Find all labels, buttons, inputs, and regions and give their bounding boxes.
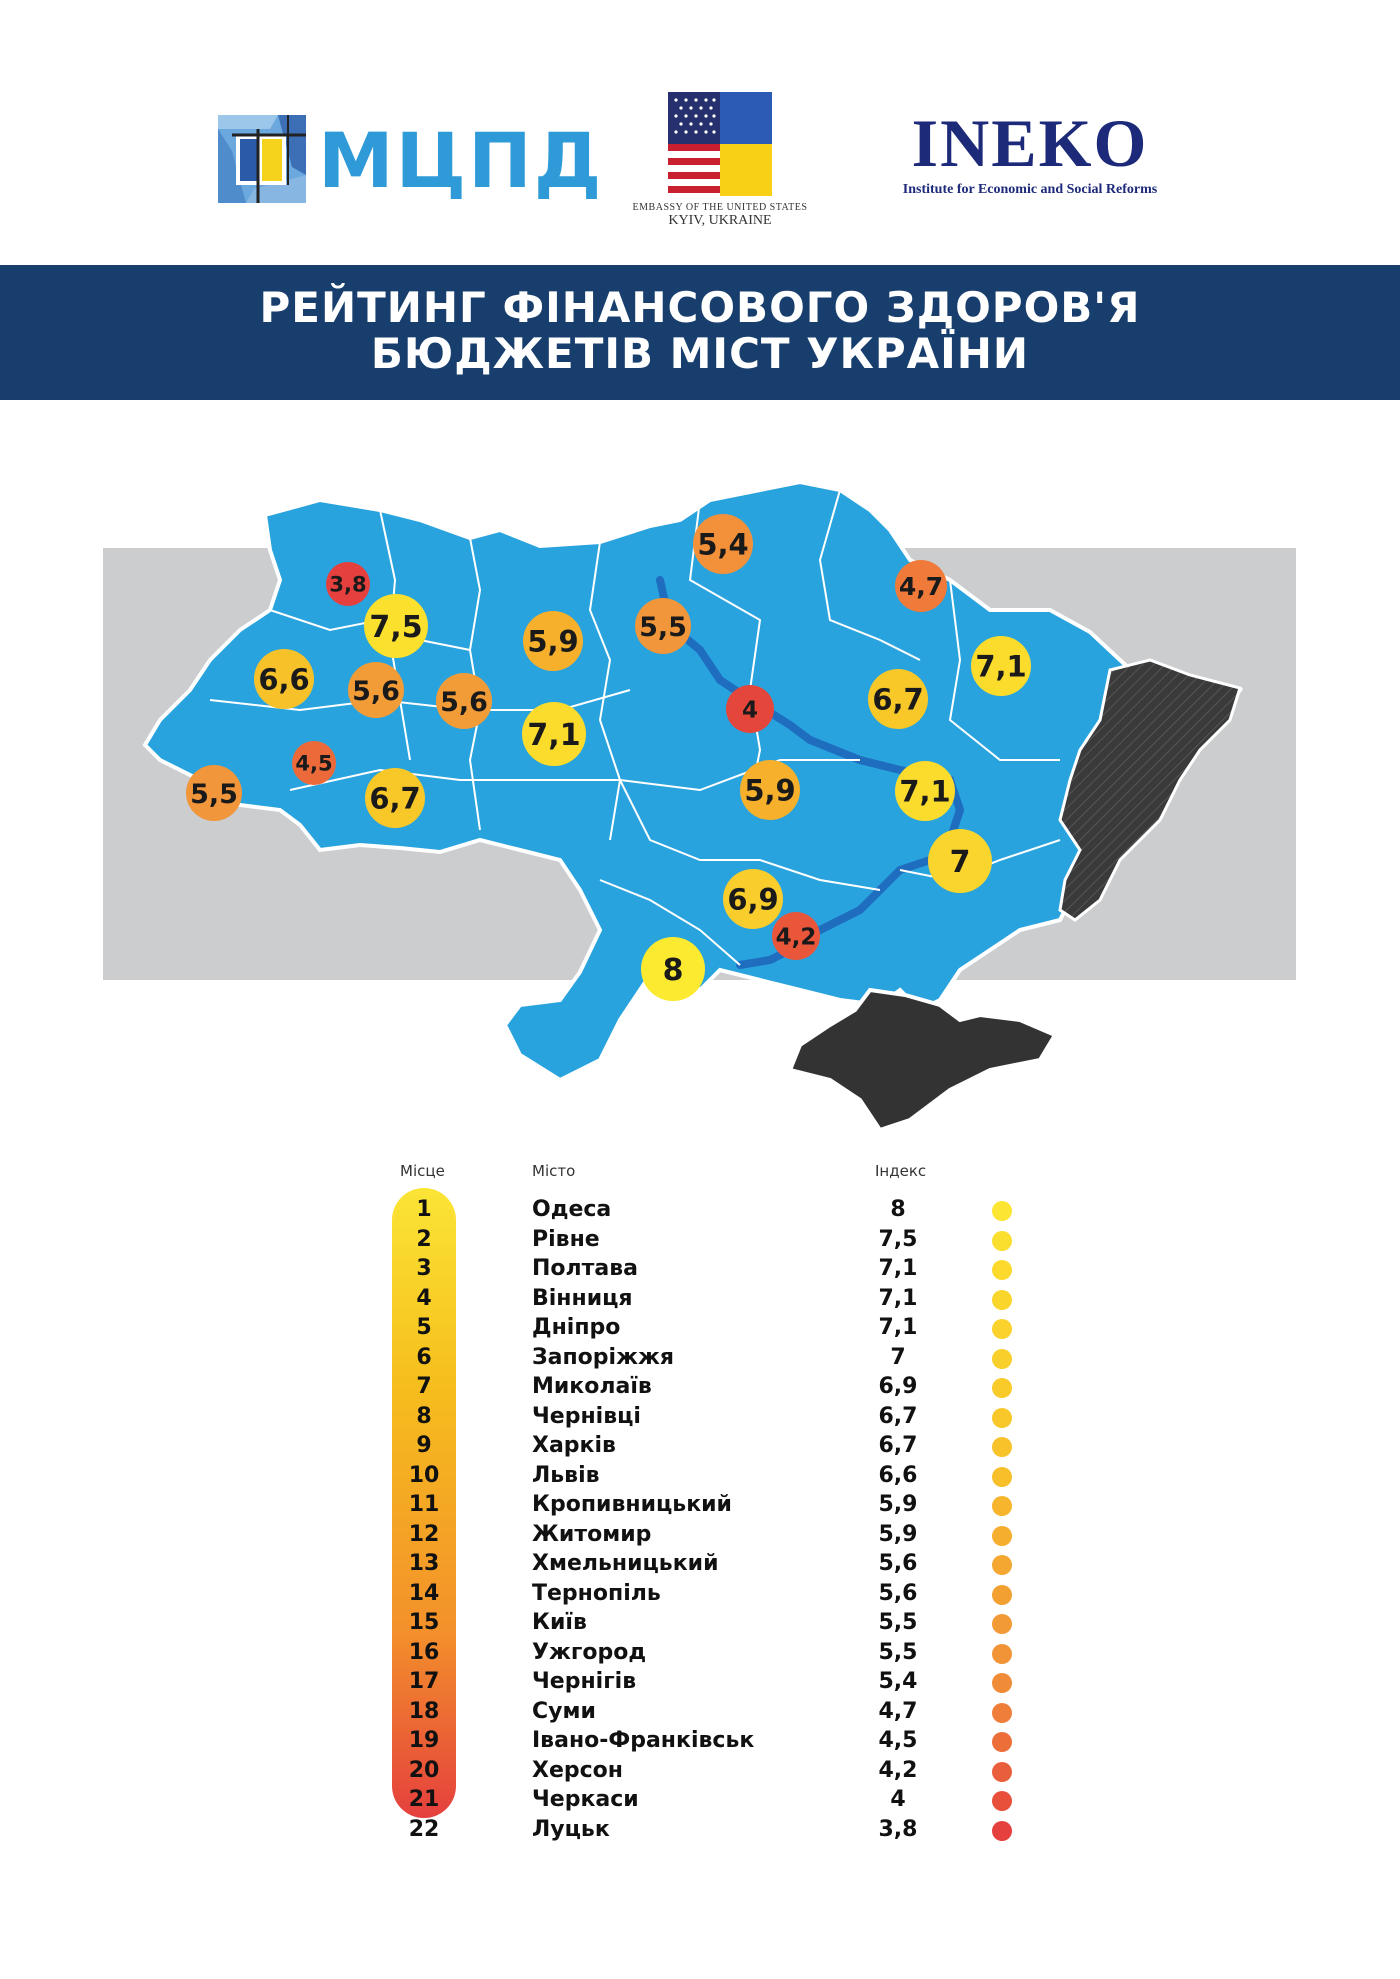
row-color-dot-icon <box>992 1703 1012 1723</box>
row-city: Рівне <box>532 1226 600 1252</box>
table-row <box>0 1197 1400 1225</box>
map-marker-value: 5,5 <box>190 778 238 810</box>
row-city: Запоріжжя <box>532 1344 674 1370</box>
table-row <box>0 1610 1400 1638</box>
title-line-1: РЕЙТИНГ ФІНАНСОВОГО ЗДОРОВ'Я <box>259 283 1141 332</box>
row-rank: 2 <box>416 1226 432 1252</box>
title-banner <box>0 265 1400 400</box>
row-city: Харків <box>532 1433 616 1458</box>
map-marker-value: 7,1 <box>975 649 1027 684</box>
map-marker <box>868 669 928 729</box>
row-city: Житомир <box>532 1521 652 1547</box>
map-marker <box>740 760 800 820</box>
row-color-dot-icon <box>992 1732 1012 1752</box>
map-marker <box>726 685 774 733</box>
row-index: 5,5 <box>878 1610 918 1635</box>
row-rank: 8 <box>416 1403 432 1429</box>
row-index: 7 <box>890 1344 906 1370</box>
us-ukraine-flag-icon <box>668 92 772 196</box>
map-marker <box>523 611 583 671</box>
map-marker <box>723 869 783 929</box>
row-city: Черкаси <box>532 1787 639 1812</box>
row-color-dot-icon <box>992 1437 1012 1457</box>
table-row <box>0 1522 1400 1550</box>
row-city: Вінниця <box>532 1285 633 1311</box>
title-line-2: БЮДЖЕТІВ МІСТ УКРАЇНИ <box>370 329 1030 378</box>
map-marker <box>641 937 705 1001</box>
crimea-region <box>790 990 1055 1130</box>
row-color-dot-icon <box>992 1673 1012 1693</box>
map-marker <box>326 562 370 606</box>
row-color-dot-icon <box>992 1231 1012 1251</box>
map-marker <box>635 598 691 654</box>
table-row <box>0 1669 1400 1697</box>
row-color-dot-icon <box>992 1319 1012 1339</box>
row-rank: 9 <box>416 1433 432 1458</box>
row-rank: 15 <box>408 1610 440 1635</box>
row-index: 5,6 <box>878 1580 918 1606</box>
map-marker-value: 7,1 <box>899 774 951 809</box>
mcpd-logo-text: МЦПД <box>318 116 604 205</box>
row-index: 6,9 <box>878 1374 918 1399</box>
row-city: Суми <box>532 1698 596 1724</box>
row-city: Херсон <box>532 1757 623 1783</box>
row-color-dot-icon <box>992 1821 1012 1841</box>
row-city: Полтава <box>532 1256 639 1281</box>
map-marker-value: 5,6 <box>352 675 400 707</box>
map-marker <box>292 741 336 785</box>
row-color-dot-icon <box>992 1585 1012 1605</box>
row-city: Хмельницький <box>532 1551 719 1576</box>
row-city: Миколаїв <box>532 1374 652 1399</box>
table-row <box>0 1817 1400 1845</box>
row-index: 6,6 <box>878 1462 918 1488</box>
row-index: 4 <box>890 1787 906 1812</box>
row-index: 4,2 <box>878 1757 918 1783</box>
row-color-dot-icon <box>992 1496 1012 1516</box>
row-index: 5,9 <box>878 1521 918 1547</box>
map-marker <box>928 829 992 893</box>
table-row <box>0 1551 1400 1579</box>
row-index: 5,9 <box>878 1492 918 1517</box>
row-color-dot-icon <box>992 1614 1012 1634</box>
row-index: 5,5 <box>878 1639 918 1665</box>
map-marker <box>971 636 1031 696</box>
row-color-dot-icon <box>992 1408 1012 1428</box>
map-marker-value: 4,2 <box>775 924 817 951</box>
row-rank: 20 <box>408 1757 440 1783</box>
map-marker-value: 6,7 <box>872 682 924 717</box>
row-rank: 14 <box>408 1580 440 1606</box>
row-rank: 16 <box>408 1639 440 1665</box>
row-city: Одеса <box>532 1197 612 1222</box>
map-marker <box>364 594 428 658</box>
header-place: Місце <box>400 1162 445 1180</box>
table-row <box>0 1227 1400 1255</box>
table-row <box>0 1404 1400 1432</box>
row-city: Тернопіль <box>532 1580 661 1606</box>
map-marker <box>895 761 955 821</box>
map-marker-value: 3,8 <box>329 572 367 597</box>
map-marker-value: 4,5 <box>295 751 333 776</box>
map-marker-value: 5,4 <box>697 527 749 562</box>
header-index: Індекс <box>875 1162 927 1180</box>
table-row <box>0 1492 1400 1520</box>
map-marker <box>348 662 404 718</box>
table-row <box>0 1315 1400 1343</box>
table-row <box>0 1433 1400 1461</box>
map-marker <box>895 560 947 612</box>
row-city: Кропивницький <box>532 1492 732 1517</box>
row-index: 8 <box>890 1197 906 1222</box>
table-row <box>0 1286 1400 1314</box>
map-marker-value: 6,9 <box>727 882 779 917</box>
map-marker-value: 4,7 <box>898 572 944 602</box>
map-marker <box>772 912 820 960</box>
table-row <box>0 1345 1400 1373</box>
row-rank: 1 <box>416 1197 432 1222</box>
row-color-dot-icon <box>992 1467 1012 1487</box>
map-marker-value: 6,6 <box>258 662 310 697</box>
row-color-dot-icon <box>992 1378 1012 1398</box>
row-rank: 4 <box>416 1285 432 1311</box>
embassy-line-2: KYIV, UKRAINE <box>668 213 772 228</box>
row-color-dot-icon <box>992 1791 1012 1811</box>
row-rank: 21 <box>408 1787 440 1812</box>
row-rank: 11 <box>408 1492 440 1517</box>
row-city: Дніпро <box>532 1315 621 1340</box>
row-rank: 18 <box>408 1698 440 1724</box>
row-index: 5,6 <box>878 1551 918 1576</box>
map-marker <box>254 649 314 709</box>
row-index: 6,7 <box>878 1433 918 1458</box>
row-city: Чернігів <box>532 1669 637 1694</box>
map-marker <box>693 514 753 574</box>
map-marker-value: 7,5 <box>369 610 423 646</box>
header-city: Місто <box>532 1162 576 1180</box>
map-marker-value: 4 <box>741 697 759 724</box>
table-row <box>0 1374 1400 1402</box>
row-index: 7,1 <box>878 1315 918 1340</box>
mcpd-logo-mark <box>218 115 306 203</box>
row-index: 6,7 <box>878 1403 918 1429</box>
table-row <box>0 1758 1400 1786</box>
map-marker <box>522 702 586 766</box>
ineko-logo <box>880 105 1180 198</box>
row-color-dot-icon <box>992 1644 1012 1664</box>
map-marker <box>436 673 492 729</box>
map-marker-value: 7 <box>949 845 971 881</box>
row-color-dot-icon <box>992 1349 1012 1369</box>
row-color-dot-icon <box>992 1526 1012 1546</box>
row-index: 5,4 <box>878 1669 918 1694</box>
embassy-logo <box>620 92 820 229</box>
row-rank: 7 <box>416 1374 432 1399</box>
map-marker <box>365 768 425 828</box>
table-row <box>0 1728 1400 1756</box>
map-marker-value: 5,6 <box>440 686 488 718</box>
row-index: 7,5 <box>878 1226 918 1252</box>
row-rank: 13 <box>408 1551 440 1576</box>
embassy-line-1: EMBASSY OF THE UNITED STATES <box>632 202 808 213</box>
row-city: Львів <box>532 1462 600 1488</box>
map-marker <box>186 765 242 821</box>
table-row <box>0 1699 1400 1727</box>
map-marker-value: 8 <box>662 953 684 989</box>
map-marker-value: 5,9 <box>744 773 796 808</box>
row-rank: 19 <box>408 1728 440 1753</box>
row-color-dot-icon <box>992 1260 1012 1280</box>
table-row <box>0 1463 1400 1491</box>
row-rank: 12 <box>408 1521 440 1547</box>
row-rank: 5 <box>416 1315 432 1340</box>
table-row <box>0 1581 1400 1609</box>
ineko-subtitle: Institute for Economic and Social Reforms <box>902 182 1158 197</box>
row-city: Луцьк <box>532 1816 610 1842</box>
logo-bar <box>0 0 1400 265</box>
map-marker-value: 5,9 <box>527 624 579 659</box>
row-color-dot-icon <box>992 1555 1012 1575</box>
row-city: Івано-Франківськ <box>532 1728 755 1753</box>
row-rank: 3 <box>416 1256 432 1281</box>
map-marker-value: 5,5 <box>639 611 687 643</box>
row-rank: 22 <box>408 1816 440 1842</box>
ineko-logo-text: INEKO <box>911 105 1149 181</box>
row-index: 4,7 <box>878 1698 918 1724</box>
row-index: 7,1 <box>878 1256 918 1281</box>
row-index: 7,1 <box>878 1285 918 1311</box>
ranking-table <box>0 1150 1400 1870</box>
row-index: 3,8 <box>878 1816 918 1842</box>
row-rank: 6 <box>416 1344 432 1370</box>
table-row <box>0 1256 1400 1284</box>
row-index: 4,5 <box>878 1728 918 1753</box>
row-rank: 17 <box>408 1669 440 1694</box>
row-rank: 10 <box>408 1462 440 1488</box>
map-marker-value: 6,7 <box>369 781 421 816</box>
row-color-dot-icon <box>992 1201 1012 1221</box>
ukraine-map <box>0 460 1400 1150</box>
row-city: Чернівці <box>532 1403 641 1429</box>
table-row <box>0 1787 1400 1815</box>
map-svg <box>0 460 1400 1150</box>
row-city: Київ <box>532 1610 587 1635</box>
row-city: Ужгород <box>532 1639 647 1665</box>
row-color-dot-icon <box>992 1290 1012 1310</box>
row-color-dot-icon <box>992 1762 1012 1782</box>
table-row <box>0 1640 1400 1668</box>
map-marker-value: 7,1 <box>527 718 581 754</box>
